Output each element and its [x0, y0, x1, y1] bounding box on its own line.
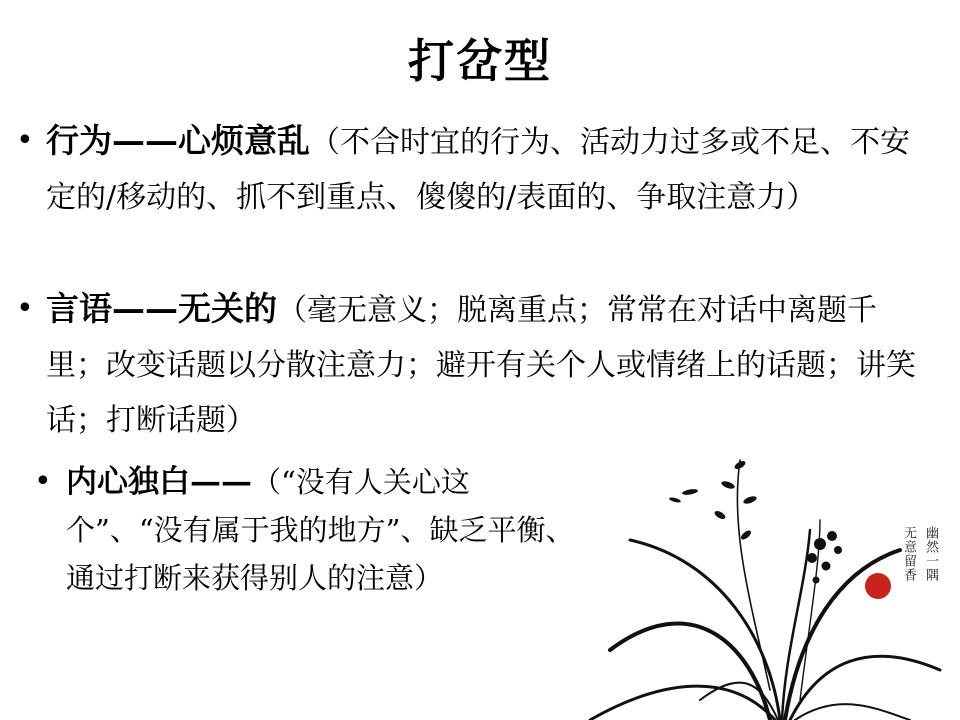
bullet-icon: •	[34, 464, 52, 499]
poem-column-2: 无意留香	[901, 526, 916, 582]
poem-column-1: 幽然一隅	[923, 526, 938, 582]
bullet-detail-inner: （“没有人关心这个”、“没有属于我的地方”、缺乏平衡、通过打断来获得别人的注意）	[66, 465, 575, 595]
bullet-icon: •	[16, 123, 34, 158]
bullet-detail-speech: （毫无意义；脱离重点；常常在对话中离题千里；改变话题以分散注意力；避开有关个人或情绪上的话题；讲笑话；打断话题）	[46, 293, 916, 438]
poem-inscription	[895, 526, 945, 626]
bullet-lead-inner: 内心独白——	[66, 464, 252, 500]
bullet-lead-speech: 言语——无关的	[46, 289, 277, 328]
bullet-icon: •	[16, 291, 34, 326]
bullet-detail-behavior: （不合时宜的行为、活动力过多或不足、不安定的/移动的、抓不到重点、傻傻的/表面的、争取注意力）	[46, 125, 910, 215]
bullet-speech	[16, 281, 916, 448]
red-seal-icon	[865, 573, 891, 599]
slide-title: 打岔型	[408, 34, 552, 88]
bullet-behavior	[16, 113, 916, 225]
bullet-lead-behavior: 行为——心烦意乱	[46, 121, 310, 160]
bullet-inner-monologue	[34, 458, 586, 602]
